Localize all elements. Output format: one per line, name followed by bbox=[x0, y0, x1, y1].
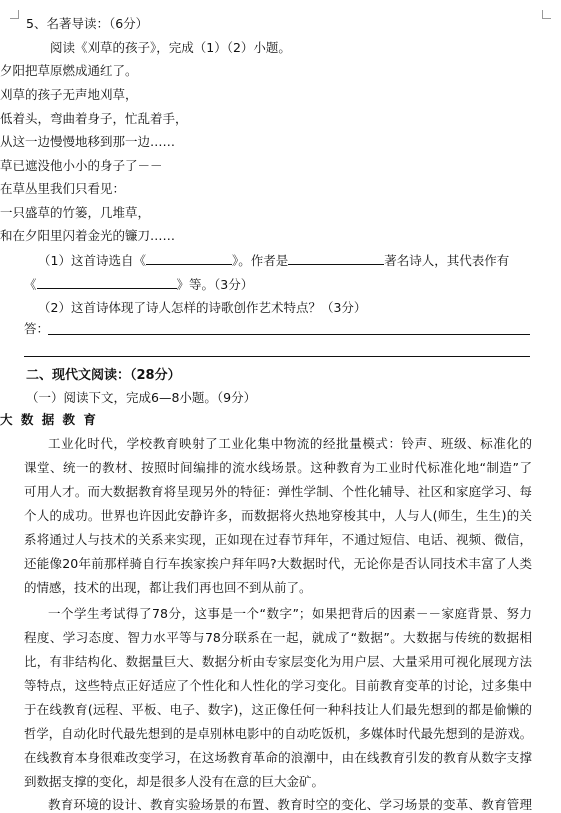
article-line: 可用人才。而大数据教育将呈现另外的特征：弹性学制、个性化辅导、社区和家庭学习、每 bbox=[24, 484, 532, 499]
answer-line-2[interactable] bbox=[24, 356, 530, 357]
article-line: 于在线教育(远程、平板、电子、数字)，这正像任何一种科技让人们最先想到的都是偷懒的 bbox=[24, 702, 532, 717]
article-line: 系将通过人与技术的关系来实现，正如现在过春节拜年，不通过短信、电话、视频、微信， bbox=[24, 532, 532, 547]
q1-works-blank[interactable] bbox=[37, 276, 177, 289]
poem-line: 一只盛草的竹篓，几堆草， bbox=[0, 205, 151, 220]
article-title: 大 数 据 教 育 bbox=[0, 412, 98, 427]
article-line: 一个学生考试得了78分，这事是一个“数字”；如果把背后的因素－－家庭背景、努力 bbox=[48, 606, 532, 621]
poem-line: 和在夕阳里闪着金光的镰刀…… bbox=[0, 228, 176, 243]
poem-line: 低着头，弯曲着身子，忙乱着手， bbox=[0, 111, 188, 126]
article-line: 到数据支撑的变化，却是很多人没有在意的巨大金矿。 bbox=[24, 774, 325, 789]
q1-text-part1: （1）这首诗选自《 bbox=[38, 253, 146, 268]
poem-line: 在草丛里我们只看见： bbox=[0, 181, 126, 196]
article-line: 个人的成功。世界也许因此安静许多，而数据将火热地穿梭其中，人与人(师生，生生)的关 bbox=[24, 508, 532, 523]
poem-line: 草已遮没他小小的身子了－－ bbox=[0, 158, 163, 173]
article-line: 教育环境的设计、教育实验场景的布置、教育时空的变化、学习场景的变革、教育管理 bbox=[48, 797, 532, 812]
poem-line: 刈草的孩子无声地刈草， bbox=[0, 87, 138, 102]
article-line: 在线教育本身很难改变学习，在这场教育革命的浪潮中，由在线教育引发的教育从数字支撑 bbox=[24, 750, 532, 765]
answer-label: 答： bbox=[24, 321, 50, 336]
article-line: 等特点，这些特点正好适应了个性化和人性化的学习变化。目前教育变革的讨论，过多集中 bbox=[24, 678, 532, 693]
corner-mark-top-left bbox=[10, 10, 19, 19]
q1-line2-close: 》等。（3分） bbox=[176, 277, 254, 292]
question-5-1 bbox=[38, 252, 509, 269]
poem-line: 从这一边慢慢地移到那一边…… bbox=[0, 134, 176, 149]
article-line: 程度、学习态度、智力水平等与78分联系在一起，就成了“数据”。大数据与传统的数据相 bbox=[24, 630, 532, 645]
article-line: 还能像20年前那样骑自行车挨家挨户拜年吗?大数据时代，无论你是否认同技术丰富了人类 bbox=[24, 556, 532, 571]
article-line: 课堂、统一的教材、按照时间编排的流水线场景。这种教育为工业时代标准化地“制造”了 bbox=[24, 460, 532, 475]
question-5-heading: 5、名著导读：（6分） bbox=[26, 16, 149, 31]
q1-text-part3: 著名诗人，其代表作有 bbox=[384, 253, 510, 268]
q1-open-bracket: 《 bbox=[24, 277, 37, 292]
poem-line: 夕阳把草原燃成通红了。 bbox=[0, 63, 138, 78]
corner-mark-top-right bbox=[542, 10, 551, 19]
question-5-2: （2）这首诗体现了诗人怎样的诗歌创作艺术特点？（3分） bbox=[38, 300, 367, 315]
article-line: 工业化时代，学校教育映射了工业化集中物流的经批量模式：铃声、班级、标准化的 bbox=[48, 436, 532, 451]
q1-source-blank[interactable] bbox=[146, 252, 232, 265]
q1-text-part2: 》。作者是 bbox=[231, 253, 289, 268]
question-5-1-line2 bbox=[24, 276, 253, 293]
article-line: 的情感，技术的出现，都让我们再也回不到从前了。 bbox=[24, 580, 312, 595]
article-line: 哲学，自动化时代最先想到的是卓别林电影中的自动吃饭机，多媒体时代最先想到的是游戏。 bbox=[24, 727, 532, 741]
answer-line-1[interactable] bbox=[48, 334, 530, 335]
question-5-intro: 阅读《刈草的孩子》，完成（1）（2）小题。 bbox=[50, 40, 291, 55]
article-line: 比，有非结构化、数据量巨大、数据分析由专家层变化为用户层、大量采用可视化展现方法 bbox=[24, 654, 532, 669]
section-2-heading: 二、现代文阅读：（28分） bbox=[26, 368, 181, 383]
q1-author-blank[interactable] bbox=[288, 252, 384, 265]
section-2-subheading: （一）阅读下文，完成6—8小题。（9分） bbox=[26, 390, 257, 405]
